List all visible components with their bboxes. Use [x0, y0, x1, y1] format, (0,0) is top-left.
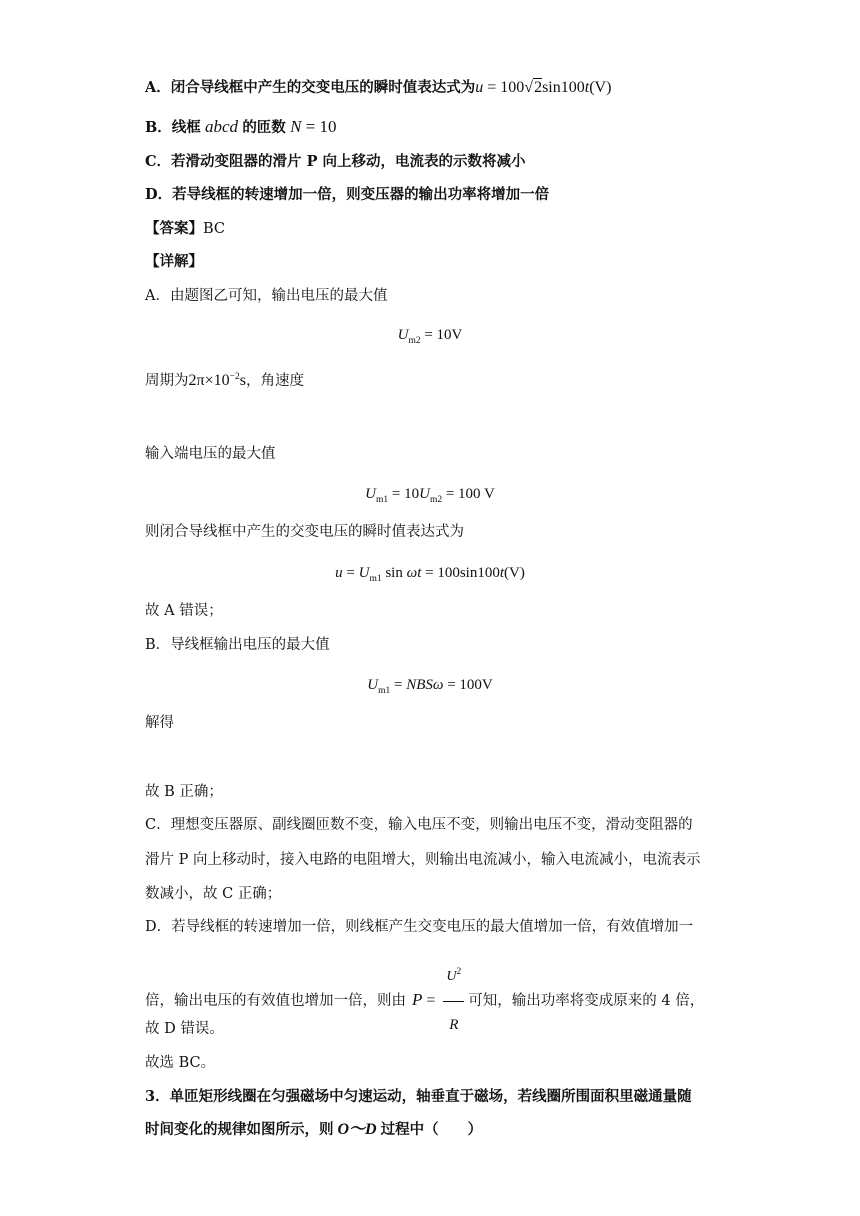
eq-intro-line: 则闭合导线框中产生的交变电压的瞬时值表达式为 — [145, 524, 464, 540]
eq-um1: $U_{m1} = 10U_{m2} = 100$ V — [365, 486, 495, 505]
para-d1: D．若导线框的转速增加一倍，则线框产生交变电压的最大值增加一倍，有效值增加一 — [145, 919, 694, 935]
power-fraction: $\frac{U^2}{R}$ — [443, 954, 464, 1048]
b-right: 故 B 正确； — [145, 784, 223, 800]
answer-line: 【答案】BC — [145, 220, 226, 237]
a-wrong: 故 A 错误； — [145, 603, 223, 619]
para-d2: 倍，输出电压的有效值也增加一倍，则由 P = $\frac{U^2}{R}$ 可知，输出功率将变成原来的 4 倍， — [145, 954, 704, 1048]
para-a1: A．由题图乙可知，输出电压的最大值 — [145, 288, 388, 304]
option-b-text: B．线框 — [145, 119, 201, 136]
eq-nbsw: $U_{m1} = NBS\omega = 100V$ — [367, 677, 493, 696]
option-a-formula: u = 100√2sin100t(V) — [475, 79, 612, 96]
detail-heading: 【详解】 — [145, 253, 203, 270]
input-max-line: 输入端电压的最大值 — [145, 446, 276, 462]
d-wrong: 故 D 错误。 — [145, 1021, 224, 1037]
option-c: C．若滑动变阻器的滑片 P 向上移动，电流表的示数将减小 — [145, 153, 526, 170]
para-c1: C．理想变压器原、副线圈匝数不变，输入电压不变，则输出电压不变，滑动变阻器的 — [145, 817, 693, 833]
question-3-line1: 3．单匝矩形线圈在匀强磁场中匀速运动，轴垂直于磁场，若线圈所围面积里磁通量随 — [145, 1088, 692, 1105]
question-3-line2: 时间变化的规律如图所示，则 O～D 过程中（ ） — [145, 1121, 483, 1138]
para-c3: 数减小，故 C 正确； — [145, 886, 282, 902]
option-a-text: A．闭合导线框中产生的交变电压的瞬时值表达式为 — [145, 79, 476, 96]
option-d: D．若导线框的转速增加一倍，则变压器的输出功率将增加一倍 — [145, 186, 550, 203]
eq-um2: $U_{m2} = 10V$ — [397, 327, 463, 346]
option-a — [145, 78, 611, 98]
period-line: 周期为$2\pi\times 10^{-2}s$，角速度 — [145, 372, 304, 389]
option-b: B．线框 abcd 的匝数 N = 10 — [145, 117, 337, 136]
para-b1: B．导线框输出电压的最大值 — [145, 637, 330, 653]
para-c2: 滑片 P 向上移动时，接入电路的电阻增大，则输出电流减小，输入电流减小，电流表示 — [145, 852, 701, 868]
choose-line: 故选 BC。 — [145, 1055, 216, 1071]
eq-u: $u = U_{m1}$ sin ωt = 100sin100t(V) — [335, 565, 525, 584]
solve-line: 解得 — [145, 715, 174, 731]
